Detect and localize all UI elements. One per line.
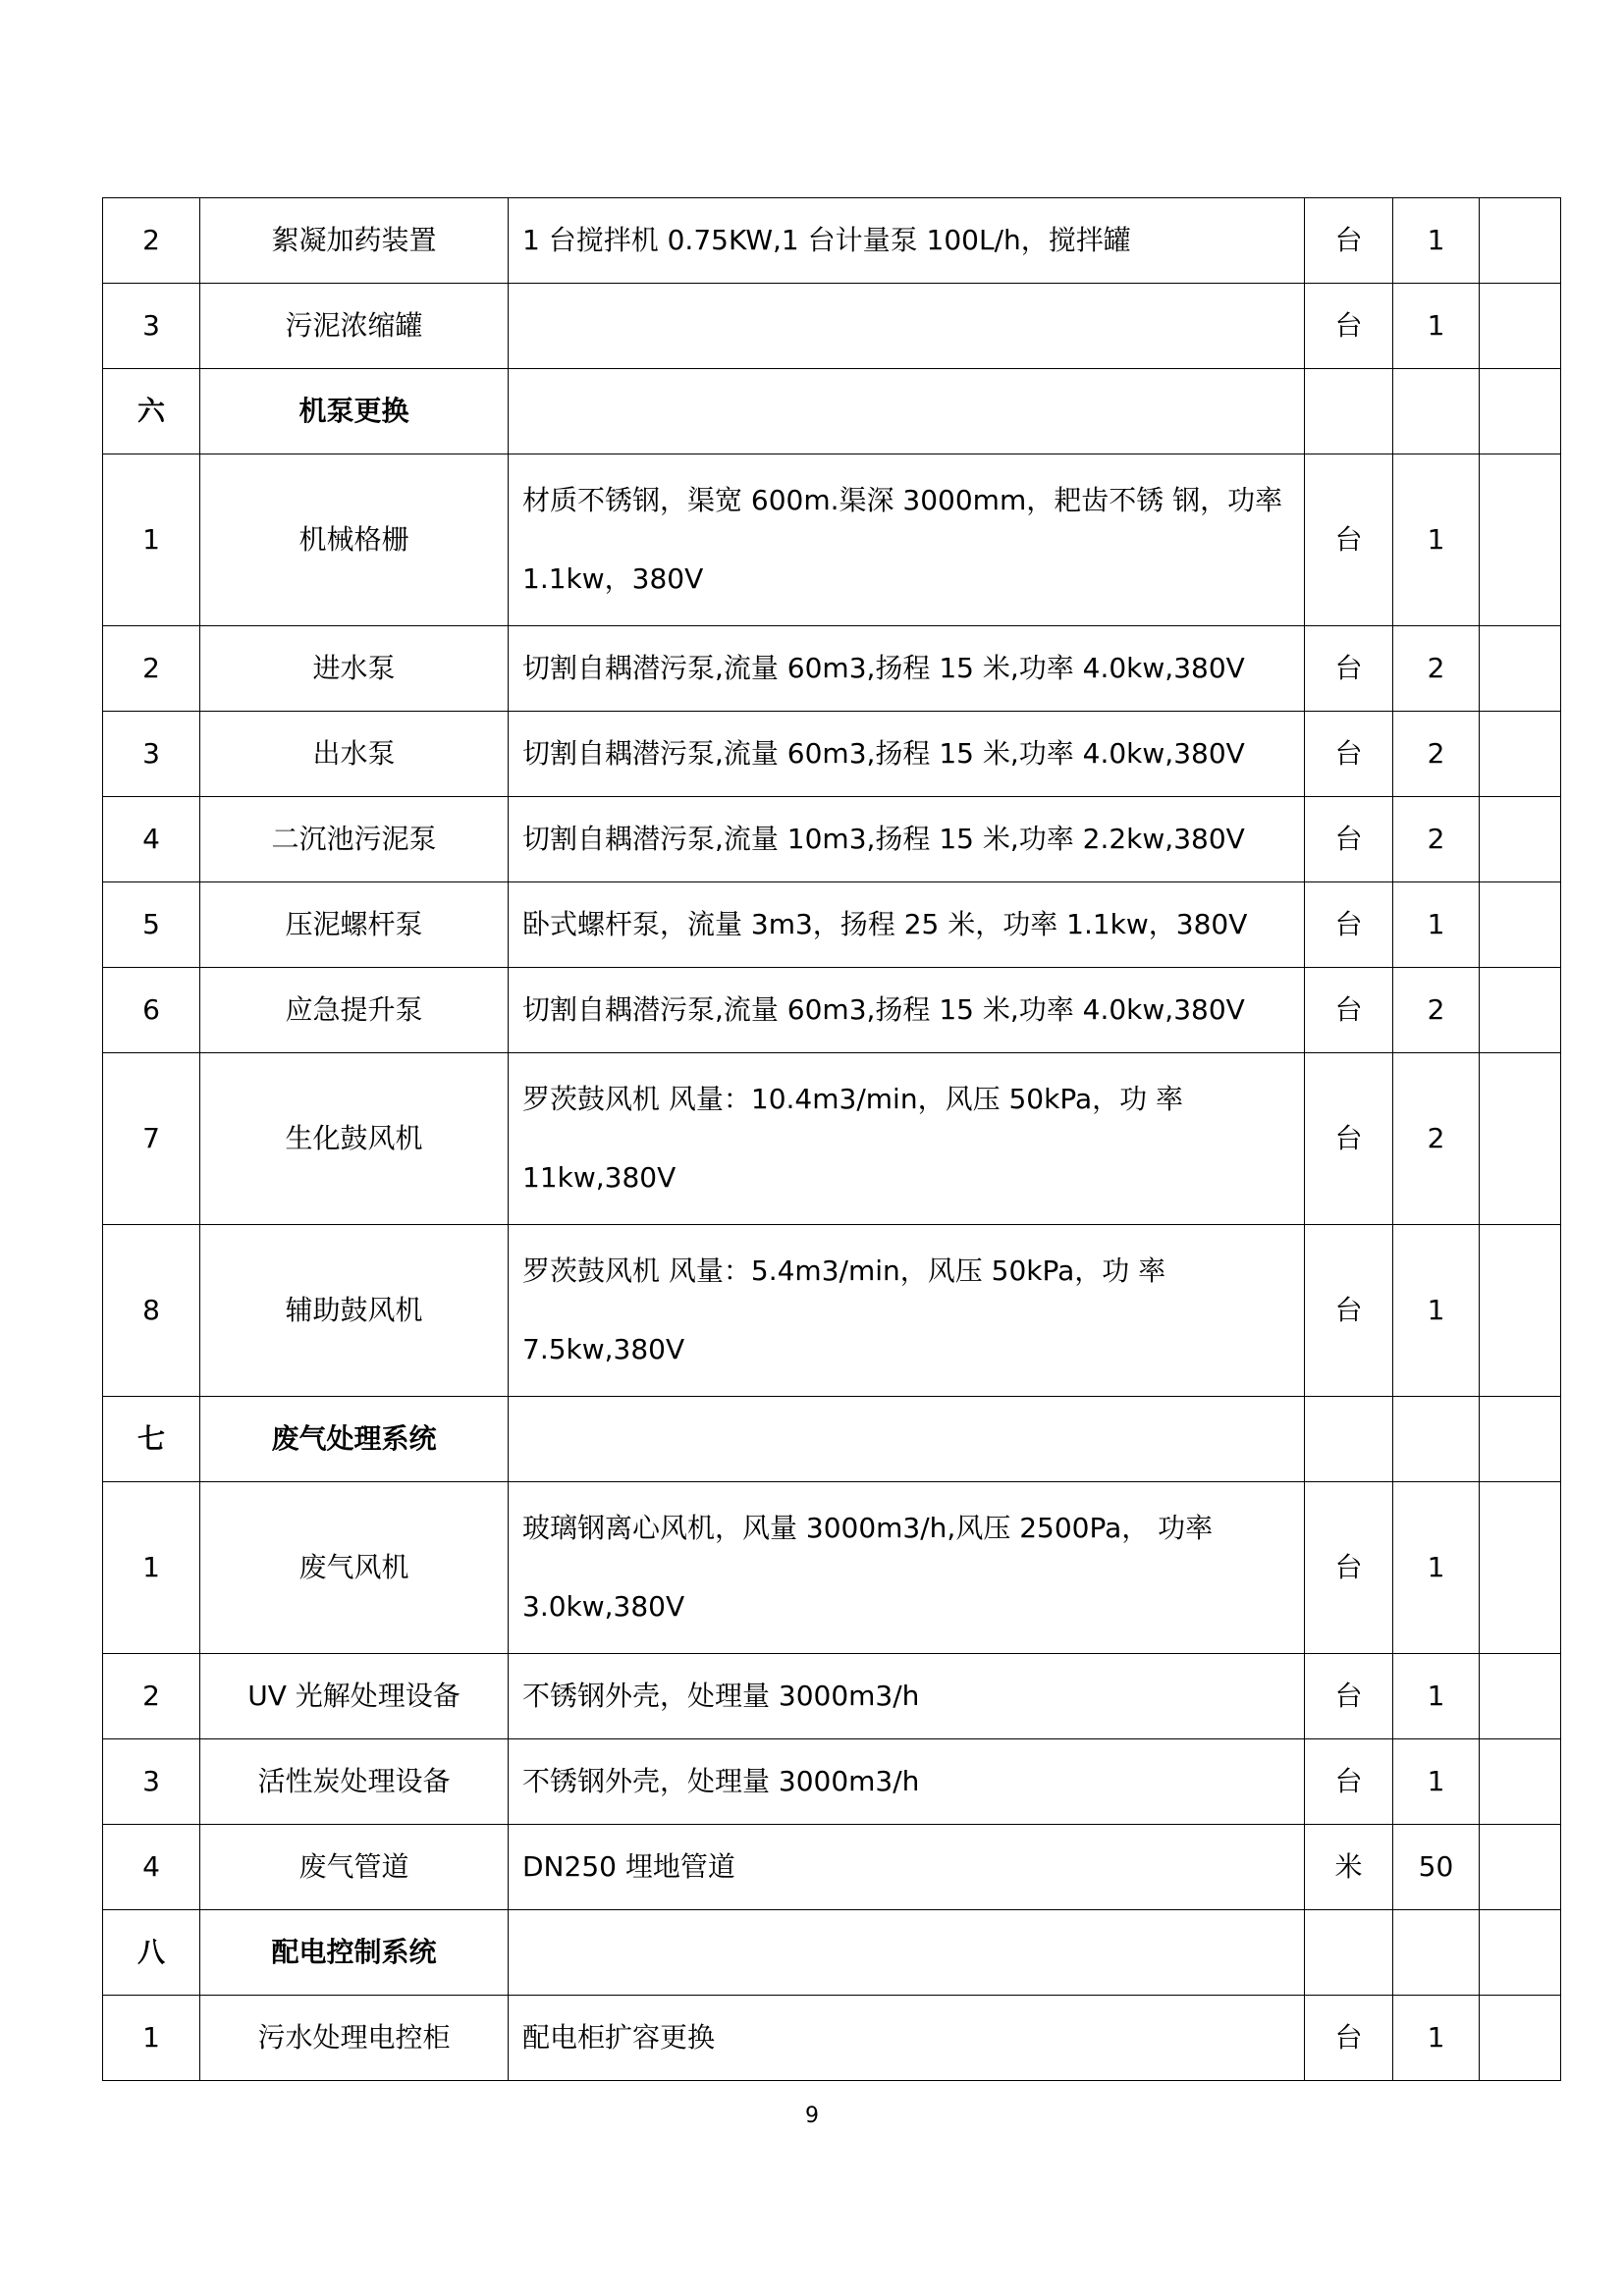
item-number: 6	[103, 968, 200, 1053]
item-name: 污水处理电控柜	[200, 1996, 509, 2081]
section-number: 六	[103, 369, 200, 454]
item-name: 辅助鼓风机	[200, 1225, 509, 1397]
unit-cell	[1305, 1397, 1393, 1482]
item-name: 二沉池污泥泵	[200, 797, 509, 882]
note-cell	[1480, 1053, 1561, 1225]
spec-line: 罗茨鼓风机 风量：10.4m3/min，风压 50kPa，功 率	[522, 1083, 1183, 1115]
table-row	[103, 454, 1561, 626]
table-row	[103, 1825, 1561, 1910]
item-name: 压泥螺杆泵	[200, 882, 509, 968]
table-row	[103, 968, 1561, 1053]
section-number: 八	[103, 1910, 200, 1996]
table-row	[103, 1739, 1561, 1825]
unit-cell: 台	[1305, 626, 1393, 712]
quantity-cell: 1	[1393, 1482, 1480, 1654]
equipment-table	[102, 197, 1561, 2081]
quantity-cell: 2	[1393, 968, 1480, 1053]
item-name: 活性炭处理设备	[200, 1739, 509, 1825]
item-number: 5	[103, 882, 200, 968]
note-cell	[1480, 369, 1561, 454]
table-row	[103, 1482, 1561, 1654]
unit-cell: 台	[1305, 1739, 1393, 1825]
item-number: 2	[103, 626, 200, 712]
item-name: 机械格栅	[200, 454, 509, 626]
item-number: 2	[103, 198, 200, 284]
table-row	[103, 797, 1561, 882]
note-cell	[1480, 1397, 1561, 1482]
note-cell	[1480, 1482, 1561, 1654]
unit-cell: 台	[1305, 1053, 1393, 1225]
quantity-cell: 2	[1393, 1053, 1480, 1225]
spec-cell	[509, 1225, 1305, 1397]
item-name: 絮凝加药装置	[200, 198, 509, 284]
spec-cell	[509, 284, 1305, 369]
item-number: 7	[103, 1053, 200, 1225]
unit-cell: 台	[1305, 1482, 1393, 1654]
note-cell	[1480, 626, 1561, 712]
spec-cell: 配电柜扩容更换	[509, 1996, 1305, 2081]
item-number: 3	[103, 1739, 200, 1825]
spec-lines	[522, 1247, 1296, 1374]
item-number: 1	[103, 454, 200, 626]
spec-cell: 切割自耦潜污泵,流量 60m3,扬程 15 米,功率 4.0kw,380V	[509, 968, 1305, 1053]
quantity-cell: 1	[1393, 1739, 1480, 1825]
unit-cell	[1305, 1910, 1393, 1996]
unit-cell	[1305, 369, 1393, 454]
spec-line: 7.5kw,380V	[522, 1333, 685, 1366]
table-row	[103, 1996, 1561, 2081]
table-row	[103, 284, 1561, 369]
note-cell	[1480, 712, 1561, 797]
note-cell	[1480, 454, 1561, 626]
spec-line: 11kw,380V	[522, 1161, 677, 1195]
item-name: 废气风机	[200, 1482, 509, 1654]
spec-cell: 切割自耦潜污泵,流量 10m3,扬程 15 米,功率 2.2kw,380V	[509, 797, 1305, 882]
unit-cell: 台	[1305, 198, 1393, 284]
note-cell	[1480, 882, 1561, 968]
unit-cell: 台	[1305, 1225, 1393, 1397]
item-name: 生化鼓风机	[200, 1053, 509, 1225]
item-number: 8	[103, 1225, 200, 1397]
table-row	[103, 198, 1561, 284]
spec-cell: DN250 埋地管道	[509, 1825, 1305, 1910]
section-number: 七	[103, 1397, 200, 1482]
spec-line: 玻璃钢离心风机，风量 3000m3/h,风压 2500Pa， 功率	[522, 1512, 1214, 1544]
quantity-cell: 50	[1393, 1825, 1480, 1910]
spec-line: 3.0kw,380V	[522, 1590, 685, 1624]
section-title: 机泵更换	[200, 369, 509, 454]
spec-cell: 不锈钢外壳，处理量 3000m3/h	[509, 1654, 1305, 1739]
item-number: 1	[103, 1482, 200, 1654]
item-name: UV 光解处理设备	[200, 1654, 509, 1739]
item-name: 应急提升泵	[200, 968, 509, 1053]
quantity-cell: 2	[1393, 626, 1480, 712]
unit-cell: 台	[1305, 712, 1393, 797]
section-row	[103, 369, 1561, 454]
spec-line: 罗茨鼓风机 风量：5.4m3/min，风压 50kPa，功 率	[522, 1255, 1166, 1287]
quantity-cell	[1393, 369, 1480, 454]
item-number: 1	[103, 1996, 200, 2081]
table-row	[103, 1225, 1561, 1397]
unit-cell: 台	[1305, 1996, 1393, 2081]
item-number: 4	[103, 797, 200, 882]
note-cell	[1480, 968, 1561, 1053]
unit-cell: 台	[1305, 797, 1393, 882]
item-number: 3	[103, 284, 200, 369]
table-row	[103, 882, 1561, 968]
quantity-cell: 2	[1393, 712, 1480, 797]
quantity-cell: 1	[1393, 882, 1480, 968]
note-cell	[1480, 1996, 1561, 2081]
spec-lines	[522, 1504, 1296, 1631]
item-number: 2	[103, 1654, 200, 1739]
spec-lines	[522, 1075, 1296, 1202]
spec-cell: 不锈钢外壳，处理量 3000m3/h	[509, 1739, 1305, 1825]
note-cell	[1480, 797, 1561, 882]
spec-line: 1.1kw，380V	[522, 562, 704, 596]
spec-cell: 切割自耦潜污泵,流量 60m3,扬程 15 米,功率 4.0kw,380V	[509, 626, 1305, 712]
note-cell	[1480, 284, 1561, 369]
equipment-table-body	[103, 198, 1561, 2081]
spec-cell	[509, 1482, 1305, 1654]
table-row	[103, 626, 1561, 712]
note-cell	[1480, 1825, 1561, 1910]
quantity-cell	[1393, 1910, 1480, 1996]
unit-cell: 台	[1305, 1654, 1393, 1739]
spec-cell: 卧式螺杆泵，流量 3m3，扬程 25 米，功率 1.1kw，380V	[509, 882, 1305, 968]
section-row	[103, 1397, 1561, 1482]
note-cell	[1480, 1654, 1561, 1739]
item-name: 进水泵	[200, 626, 509, 712]
note-cell	[1480, 1225, 1561, 1397]
spec-lines	[522, 476, 1296, 604]
unit-cell: 台	[1305, 968, 1393, 1053]
spec-cell: 切割自耦潜污泵,流量 60m3,扬程 15 米,功率 4.0kw,380V	[509, 712, 1305, 797]
quantity-cell: 1	[1393, 1225, 1480, 1397]
table-row	[103, 712, 1561, 797]
item-number: 4	[103, 1825, 200, 1910]
spec-line: 材质不锈钢，渠宽 600m.渠深 3000mm，耙齿不锈 钢，功率	[522, 484, 1283, 516]
section-title: 废气处理系统	[200, 1397, 509, 1482]
unit-cell: 台	[1305, 454, 1393, 626]
spec-cell: 1 台搅拌机 0.75KW,1 台计量泵 100L/h，搅拌罐	[509, 198, 1305, 284]
quantity-cell: 1	[1393, 1654, 1480, 1739]
quantity-cell: 1	[1393, 284, 1480, 369]
item-name: 污泥浓缩罐	[200, 284, 509, 369]
item-number: 3	[103, 712, 200, 797]
note-cell	[1480, 1739, 1561, 1825]
unit-cell: 台	[1305, 882, 1393, 968]
section-title: 配电控制系统	[200, 1910, 509, 1996]
spec-cell	[509, 1397, 1305, 1482]
unit-cell: 米	[1305, 1825, 1393, 1910]
section-row	[103, 1910, 1561, 1996]
quantity-cell: 1	[1393, 198, 1480, 284]
quantity-cell	[1393, 1397, 1480, 1482]
quantity-cell: 1	[1393, 454, 1480, 626]
note-cell	[1480, 1910, 1561, 1996]
spec-cell	[509, 1053, 1305, 1225]
page-number: 9	[805, 2104, 819, 2128]
item-name: 废气管道	[200, 1825, 509, 1910]
spec-cell	[509, 1910, 1305, 1996]
quantity-cell: 2	[1393, 797, 1480, 882]
table-row	[103, 1053, 1561, 1225]
quantity-cell: 1	[1393, 1996, 1480, 2081]
spec-cell	[509, 369, 1305, 454]
unit-cell: 台	[1305, 284, 1393, 369]
item-name: 出水泵	[200, 712, 509, 797]
table-row	[103, 1654, 1561, 1739]
note-cell	[1480, 198, 1561, 284]
spec-cell	[509, 454, 1305, 626]
